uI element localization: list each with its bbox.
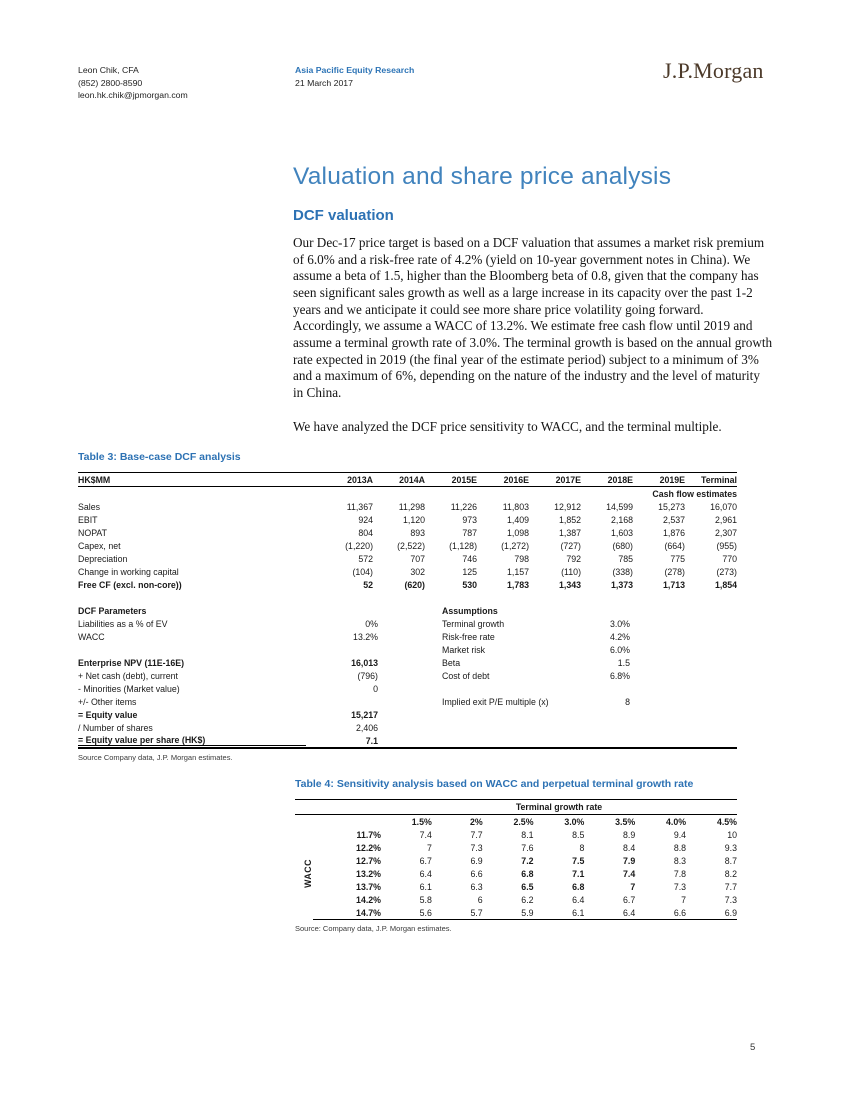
value-cell: 775 (670, 553, 685, 564)
sensitivity-cell: 8.7 (724, 856, 737, 866)
value-cell: (1,128) (449, 540, 477, 551)
assumption-row (442, 669, 630, 682)
wacc-value-label: 14.7% (313, 907, 381, 920)
value-cell: 1,157 (506, 566, 529, 577)
sensitivity-cell: 7.9 (622, 856, 636, 866)
parameter-row (78, 643, 378, 656)
sensitivity-cell: 6 (477, 895, 483, 905)
assumption-label: Cost of debt (442, 670, 490, 681)
sensitivity-cell: 7.7 (724, 882, 737, 892)
parameter-value: 2,406 (355, 722, 378, 733)
t4-empty-corner (295, 800, 313, 815)
wacc-value-label: 12.7% (356, 856, 381, 866)
parameter-row (78, 708, 378, 721)
value-cell: 798 (514, 553, 529, 564)
value-cell: 16,070 (710, 501, 737, 512)
sensitivity-cell: 6.4 (572, 895, 585, 905)
sensitivity-cell: 6.3 (470, 882, 483, 892)
value-cell: 924 (358, 514, 373, 525)
parameter-row (78, 682, 378, 695)
value-cell: 11,298 (398, 501, 425, 512)
sensitivity-cell: 5.9 (483, 907, 534, 920)
sensitivity-paragraph: We have analyzed the DCF price sensitivity to WACC, and the terminal multiple. (293, 419, 722, 434)
year-column-header: 2013A (321, 473, 373, 487)
parameter-label: - Minorities (Market value) (78, 683, 180, 694)
dcf-table (78, 472, 737, 591)
section-heading-dcf-valuation: DCF valuation (293, 207, 394, 224)
value-cell: 2,168 (610, 514, 633, 525)
parameter-value: 16,013 (351, 657, 378, 668)
division-block (295, 64, 414, 89)
sensitivity-cell: 6.1 (419, 882, 432, 892)
growth-rate-column-header: 2% (469, 816, 483, 827)
sensitivity-cell: 8.4 (622, 843, 636, 853)
sensitivity-cell: 6.4 (419, 869, 432, 879)
value-cell: 1,387 (558, 527, 581, 538)
growth-rate-column-header: 1.5% (411, 816, 432, 827)
year-column-header: 2015E (425, 473, 477, 487)
value-cell: (110) (561, 566, 581, 577)
assumption-row (442, 656, 630, 669)
assumption-label: Terminal growth (442, 618, 505, 629)
value-cell: 804 (358, 527, 373, 538)
value-cell: (104) (352, 566, 373, 577)
wacc-value-label: 11.7% (356, 830, 381, 840)
sensitivity-cell: 7.7 (470, 830, 483, 840)
parameter-row (78, 721, 378, 734)
sensitivity-cell: 5.6 (381, 907, 432, 920)
assumptions-title: Assumptions (442, 605, 498, 616)
assumptions-column (442, 604, 630, 708)
value-cell: 11,367 (346, 501, 373, 512)
year-column-header: 2018E (581, 473, 633, 487)
parameter-row (78, 656, 378, 669)
assumption-row (442, 617, 630, 630)
sensitivity-row (295, 855, 737, 868)
sensitivity-cell: 6.1 (534, 907, 585, 920)
sensitivity-cell: 8.1 (521, 830, 534, 840)
value-cell: 52 (363, 579, 373, 590)
parameter-value: (796) (357, 670, 378, 681)
row-label: Capex, net (78, 540, 121, 551)
t4-group-header-row (295, 800, 737, 815)
growth-rate-column-header: 2.5% (513, 816, 534, 827)
dcf-parameters-column (78, 604, 378, 747)
value-cell: (955) (716, 540, 737, 551)
value-cell: 125 (462, 566, 477, 577)
parameter-label: = Equity value (78, 709, 138, 720)
table3-section (78, 451, 737, 762)
value-cell: 973 (462, 514, 477, 525)
value-cell: 1,098 (506, 527, 529, 538)
sensitivity-cell: 7 (681, 895, 687, 905)
parameter-label: WACC (78, 631, 105, 642)
assumption-value: 1.5 (617, 657, 630, 668)
assumption-label: Market risk (442, 644, 486, 655)
sensitivity-cell: 8 (579, 843, 585, 853)
value-cell: 792 (566, 553, 581, 564)
cashflow-row (78, 552, 737, 565)
t4-column-group-label: Terminal growth rate (381, 800, 737, 815)
analyst-email: leon.hk.chik@jpmorgan.com (78, 90, 188, 100)
cashflow-row (78, 513, 737, 526)
value-cell: 530 (462, 579, 477, 590)
growth-rate-column-header: 4.5% (716, 816, 737, 827)
growth-rate-column-header: 3.0% (564, 816, 585, 827)
sensitivity-cell: 9.3 (724, 843, 737, 853)
analyst-name: Leon Chik, CFA (78, 65, 139, 75)
sensitivity-cell: 6.8 (572, 882, 585, 892)
row-label: Sales (78, 501, 101, 512)
value-cell: 1,343 (558, 579, 581, 590)
value-cell: 1,373 (610, 579, 633, 590)
value-cell: 1,713 (662, 579, 685, 590)
parameter-row (78, 617, 378, 630)
value-cell: 2,307 (714, 527, 737, 538)
t3-group-label: Cash flow estimates (652, 488, 737, 499)
parameter-value: 7.1 (365, 735, 378, 746)
sensitivity-cell: 6.2 (521, 895, 534, 905)
sensitivity-row (295, 868, 737, 881)
analyst-block (78, 64, 188, 102)
year-column-header: 2016E (477, 473, 529, 487)
value-cell: (338) (612, 566, 633, 577)
cashflow-row (78, 565, 737, 578)
dcf-parameters-block (78, 604, 737, 749)
value-cell: 1,854 (714, 579, 737, 590)
value-cell: 1,409 (506, 514, 529, 525)
parameter-label: +/- Other items (78, 696, 137, 707)
t4-column-header-row (295, 815, 737, 829)
t3-corner-label: HK$MM (78, 473, 321, 487)
sensitivity-cell: 8.9 (622, 830, 636, 840)
row-label: Free CF (excl. non-core)) (78, 579, 182, 590)
parameter-row (78, 695, 378, 708)
value-cell: (664) (664, 540, 685, 551)
sensitivity-row (295, 894, 737, 907)
sensitivity-table (295, 799, 737, 920)
growth-rate-column-header: 4.0% (666, 816, 687, 827)
dcf-paragraph: Our Dec-17 price target is based on a DCF valuation that assumes a market risk premium of 6.0% and a risk-free rate of 4.2% (yield on 10-year government notes in China). We assume a beta of 1.5, higher than the Bloomberg beta of 0.8, given that the company has seen significant sales growth as well as a large increase in its capacity over the past 1-2 years and we anticipate it could see more share price volatility going forward. Accordingly, we assume a WACC of 13.2%. We estimate free cash flow until 2019 and assume a terminal growth rate of 3.0%. The terminal growth is based on the annual growth rate expected in 2019 (the final year of the estimate period) subject to a minimum of 3% and a maximum of 6%, depending on the nature of the industry and the level of maturity in China. (293, 235, 773, 400)
assumption-value: 3.0% (609, 618, 630, 629)
value-cell: 707 (410, 553, 425, 564)
value-cell: (278) (664, 566, 685, 577)
sensitivity-row (295, 829, 737, 842)
value-cell: 572 (358, 553, 373, 564)
sensitivity-cell: 6.4 (584, 907, 635, 920)
value-cell: 1,876 (662, 527, 685, 538)
sensitivity-cell: 7.3 (673, 882, 687, 892)
sensitivity-cell: 7.5 (572, 856, 585, 866)
wacc-value-label: 13.7% (356, 882, 381, 892)
t3-body (78, 487, 737, 592)
table4-title: Table 4: Sensitivity analysis based on WACC and perpetual terminal growth rate (295, 778, 694, 790)
assumption-row (442, 695, 630, 708)
division-name: Asia Pacific Equity Research (295, 65, 415, 75)
value-cell: (620) (404, 579, 425, 590)
value-cell: 12,912 (554, 501, 581, 512)
row-label: EBIT (78, 514, 98, 525)
assumption-row (442, 643, 630, 656)
t4-body (295, 800, 737, 920)
year-column-header: 2017E (529, 473, 581, 487)
sensitivity-cell: 7.3 (470, 843, 483, 853)
t4-empty-corner2 (313, 800, 381, 815)
sensitivity-cell: 7.4 (622, 869, 636, 879)
value-cell: 1,783 (506, 579, 529, 590)
row-label: Depreciation (78, 553, 128, 564)
assumption-label: Implied exit P/E multiple (x) (442, 696, 549, 707)
sensitivity-cell: 8.5 (572, 830, 585, 840)
table4-source: Source: Company data, J.P. Morgan estimates. (295, 924, 452, 933)
cashflow-row (78, 526, 737, 539)
value-cell: 1,603 (610, 527, 633, 538)
assumption-label: Beta (442, 657, 461, 668)
growth-rate-column-header: 3.5% (615, 816, 636, 827)
assumption-row (442, 682, 630, 695)
row-label: NOPAT (78, 527, 107, 538)
table3-source: Source Company data, J.P. Morgan estimates. (78, 753, 233, 762)
value-cell: 14,599 (606, 501, 633, 512)
assumption-value: 6.0% (609, 644, 630, 655)
year-column-header: Terminal (685, 473, 737, 487)
sensitivity-cell: 9.4 (673, 830, 687, 840)
parameter-value: 15,217 (351, 709, 378, 720)
t4-header-spacer (295, 815, 313, 829)
sensitivity-cell: 7.1 (572, 869, 585, 879)
value-cell: (680) (612, 540, 633, 551)
value-cell: 11,226 (450, 501, 477, 512)
sensitivity-cell: 6.7 (622, 895, 636, 905)
sensitivity-cell: 10 (727, 830, 737, 840)
sensitivity-cell: 7 (630, 882, 636, 892)
parameter-row (78, 630, 378, 643)
parameter-label: + Net cash (debt), current (78, 670, 178, 681)
analyst-phone: (852) 2800-8590 (78, 77, 143, 88)
value-cell: (727) (560, 540, 581, 551)
page-title: Valuation and share price analysis (293, 163, 672, 190)
t3-group-row (78, 487, 737, 501)
wacc-value-label: 13.2% (356, 869, 381, 879)
value-cell: 2,537 (662, 514, 685, 525)
value-cell: (1,272) (501, 540, 529, 551)
sensitivity-cell: 8.8 (673, 843, 687, 853)
wacc-value-label: 14.2% (356, 895, 381, 905)
parameter-row (78, 734, 378, 747)
table3-title: Table 3: Base-case DCF analysis (78, 451, 241, 463)
sensitivity-cell: 8.2 (724, 869, 737, 879)
parameter-value: 0% (365, 618, 378, 629)
cashflow-row (78, 578, 737, 591)
wacc-axis-label (295, 829, 313, 920)
sensitivity-cell: 7 (426, 843, 432, 853)
sensitivity-cell: 6.9 (470, 856, 483, 866)
parameter-label: / Number of shares (78, 722, 153, 733)
value-cell: (273) (716, 566, 737, 577)
t3-header-row (78, 473, 737, 487)
report-date: 21 March 2017 (295, 77, 353, 88)
value-cell: 1,120 (402, 514, 425, 525)
sensitivity-cell: 6.7 (419, 856, 432, 866)
sensitivity-cell: 7.3 (724, 895, 737, 905)
sensitivity-cell: 7.2 (521, 856, 534, 866)
parameter-value: 13.2% (353, 631, 378, 642)
dcf-parameters-title: DCF Parameters (78, 605, 147, 616)
sensitivity-cell: 7.8 (673, 869, 687, 879)
page-number: 5 (750, 1042, 756, 1053)
cashflow-row (78, 539, 737, 552)
value-cell: 785 (618, 553, 633, 564)
parameter-label: Liabilities as a % of EV (78, 618, 168, 629)
sensitivity-row (295, 842, 737, 855)
sensitivity-cell: 6.6 (635, 907, 686, 920)
jpmorgan-logo: J.P.Morgan (663, 58, 764, 83)
table4-section (295, 778, 737, 933)
assumption-row (442, 630, 630, 643)
value-cell: (2,522) (397, 540, 425, 551)
sensitivity-cell: 6.6 (470, 869, 483, 879)
assumption-value: 4.2% (609, 631, 630, 642)
cashflow-row (78, 500, 737, 513)
value-cell: 1,852 (558, 514, 581, 525)
sensitivity-cell: 8.3 (673, 856, 687, 866)
wacc-axis-label-text: WACC (303, 858, 313, 888)
sensitivity-cell: 7.6 (521, 843, 534, 853)
value-cell: 11,803 (502, 501, 529, 512)
value-cell: 770 (722, 553, 737, 564)
value-cell: 787 (462, 527, 477, 538)
parameter-label: = Equity value per share (HK$) (78, 735, 306, 746)
parameter-row (78, 669, 378, 682)
value-cell: 2,961 (714, 514, 737, 525)
row-label: Change in working capital (78, 566, 179, 577)
assumption-label: Risk-free rate (442, 631, 495, 642)
parameter-label: Enterprise NPV (11E-16E) (78, 657, 185, 668)
sensitivity-cell: 5.7 (432, 907, 483, 920)
sensitivity-cell: 7.4 (419, 830, 432, 840)
sensitivity-cell: 6.9 (686, 907, 737, 920)
year-column-header: 2019E (633, 473, 685, 487)
parameter-value: 0 (373, 683, 378, 694)
assumption-value: 8 (625, 696, 630, 707)
value-cell: 893 (410, 527, 425, 538)
value-cell: 15,273 (658, 501, 685, 512)
sensitivity-row (295, 907, 737, 920)
assumption-value: 6.8% (609, 670, 630, 681)
sensitivity-cell: 6.8 (521, 869, 534, 879)
year-column-header: 2014A (373, 473, 425, 487)
sensitivity-row (295, 881, 737, 894)
sensitivity-cell: 5.8 (419, 895, 432, 905)
value-cell: 746 (462, 553, 477, 564)
value-cell: (1,220) (345, 540, 373, 551)
t4-header-spacer2 (313, 815, 381, 829)
sensitivity-cell: 6.5 (521, 882, 534, 892)
wacc-value-label: 12.2% (356, 843, 381, 853)
value-cell: 302 (410, 566, 425, 577)
